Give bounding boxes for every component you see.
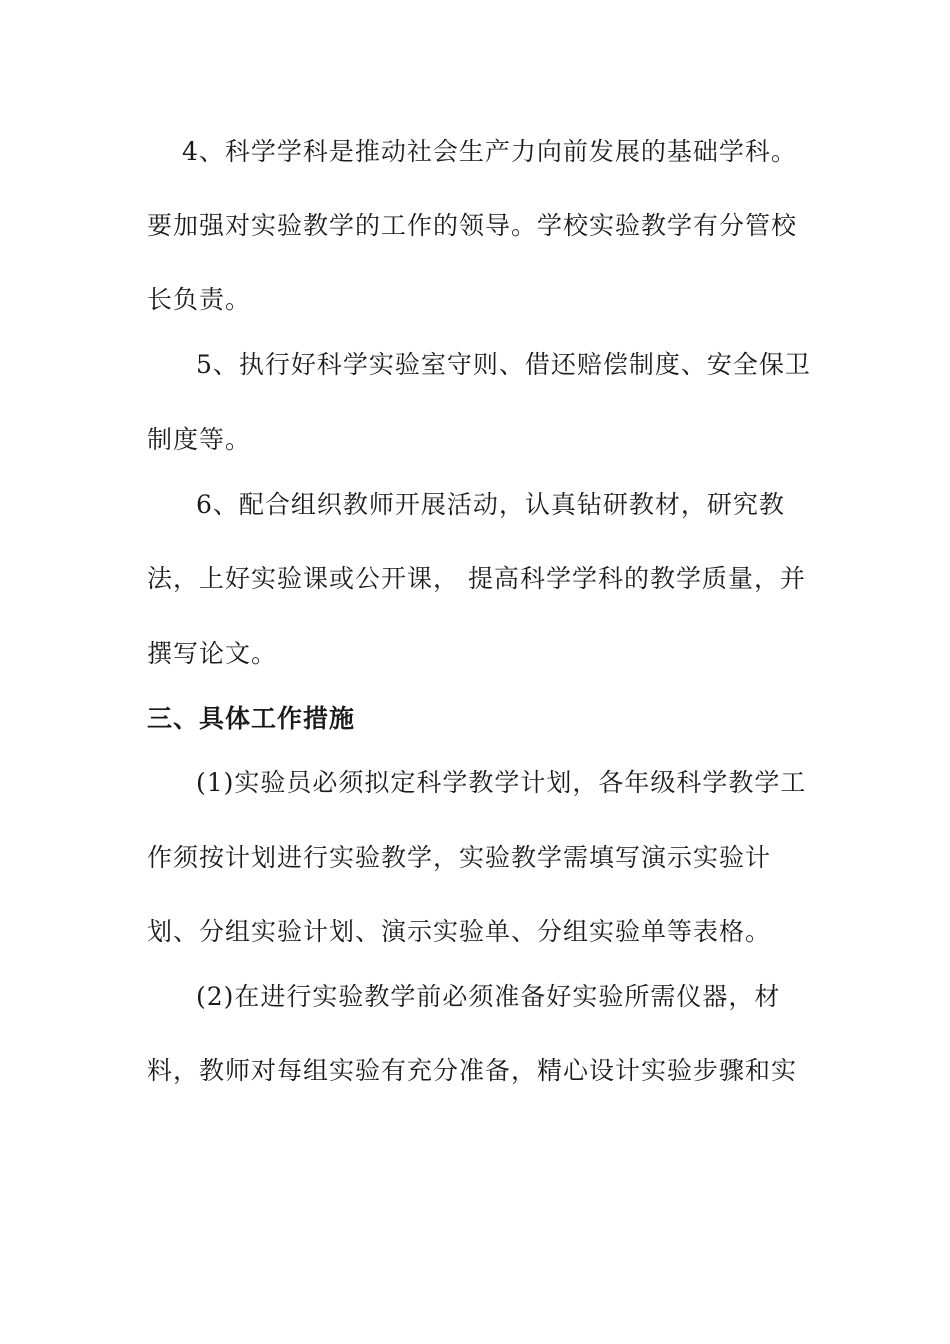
paragraph-6-line-2: 法，上好实验课或公开课， 提高科学学科的教学质量，并 — [147, 564, 806, 593]
measure-2-line-1: (2)在进行实验教学前必须准备好实验所需仪器，材 — [196, 982, 781, 1011]
paragraph-6-line-3: 撰写论文。 — [147, 639, 278, 668]
paragraph-4-line-3: 长负责。 — [147, 285, 252, 314]
paragraph-4-line-1: 4、科学学科是推动社会生产力向前发展的基础学科。 — [182, 137, 797, 166]
paragraph-5-line-2: 制度等。 — [147, 425, 252, 454]
measure-2-line-2: 料，教师对每组实验有充分准备，精心设计实验步骤和实 — [147, 1056, 798, 1085]
section-heading: 三、具体工作措施 — [147, 704, 356, 733]
paragraph-6-line-1: 6、配合组织教师开展活动，认真钻研教材，研究教 — [196, 490, 785, 519]
measure-1-line-2: 作须按计划进行实验教学，实验教学需填写演示实验计 — [147, 843, 772, 872]
paragraph-5-line-1: 5、执行好科学实验室守则、借还赔偿制度、安全保卫 — [196, 350, 811, 379]
paragraph-4-line-2: 要加强对实验教学的工作的领导。学校实验教学有分管校 — [147, 211, 798, 240]
measure-1-line-3: 划、分组实验计划、演示实验单、分组实验单等表格。 — [147, 917, 772, 946]
measure-1-line-1: (1)实验员必须拟定科学教学计划，各年级科学教学工 — [196, 768, 807, 797]
